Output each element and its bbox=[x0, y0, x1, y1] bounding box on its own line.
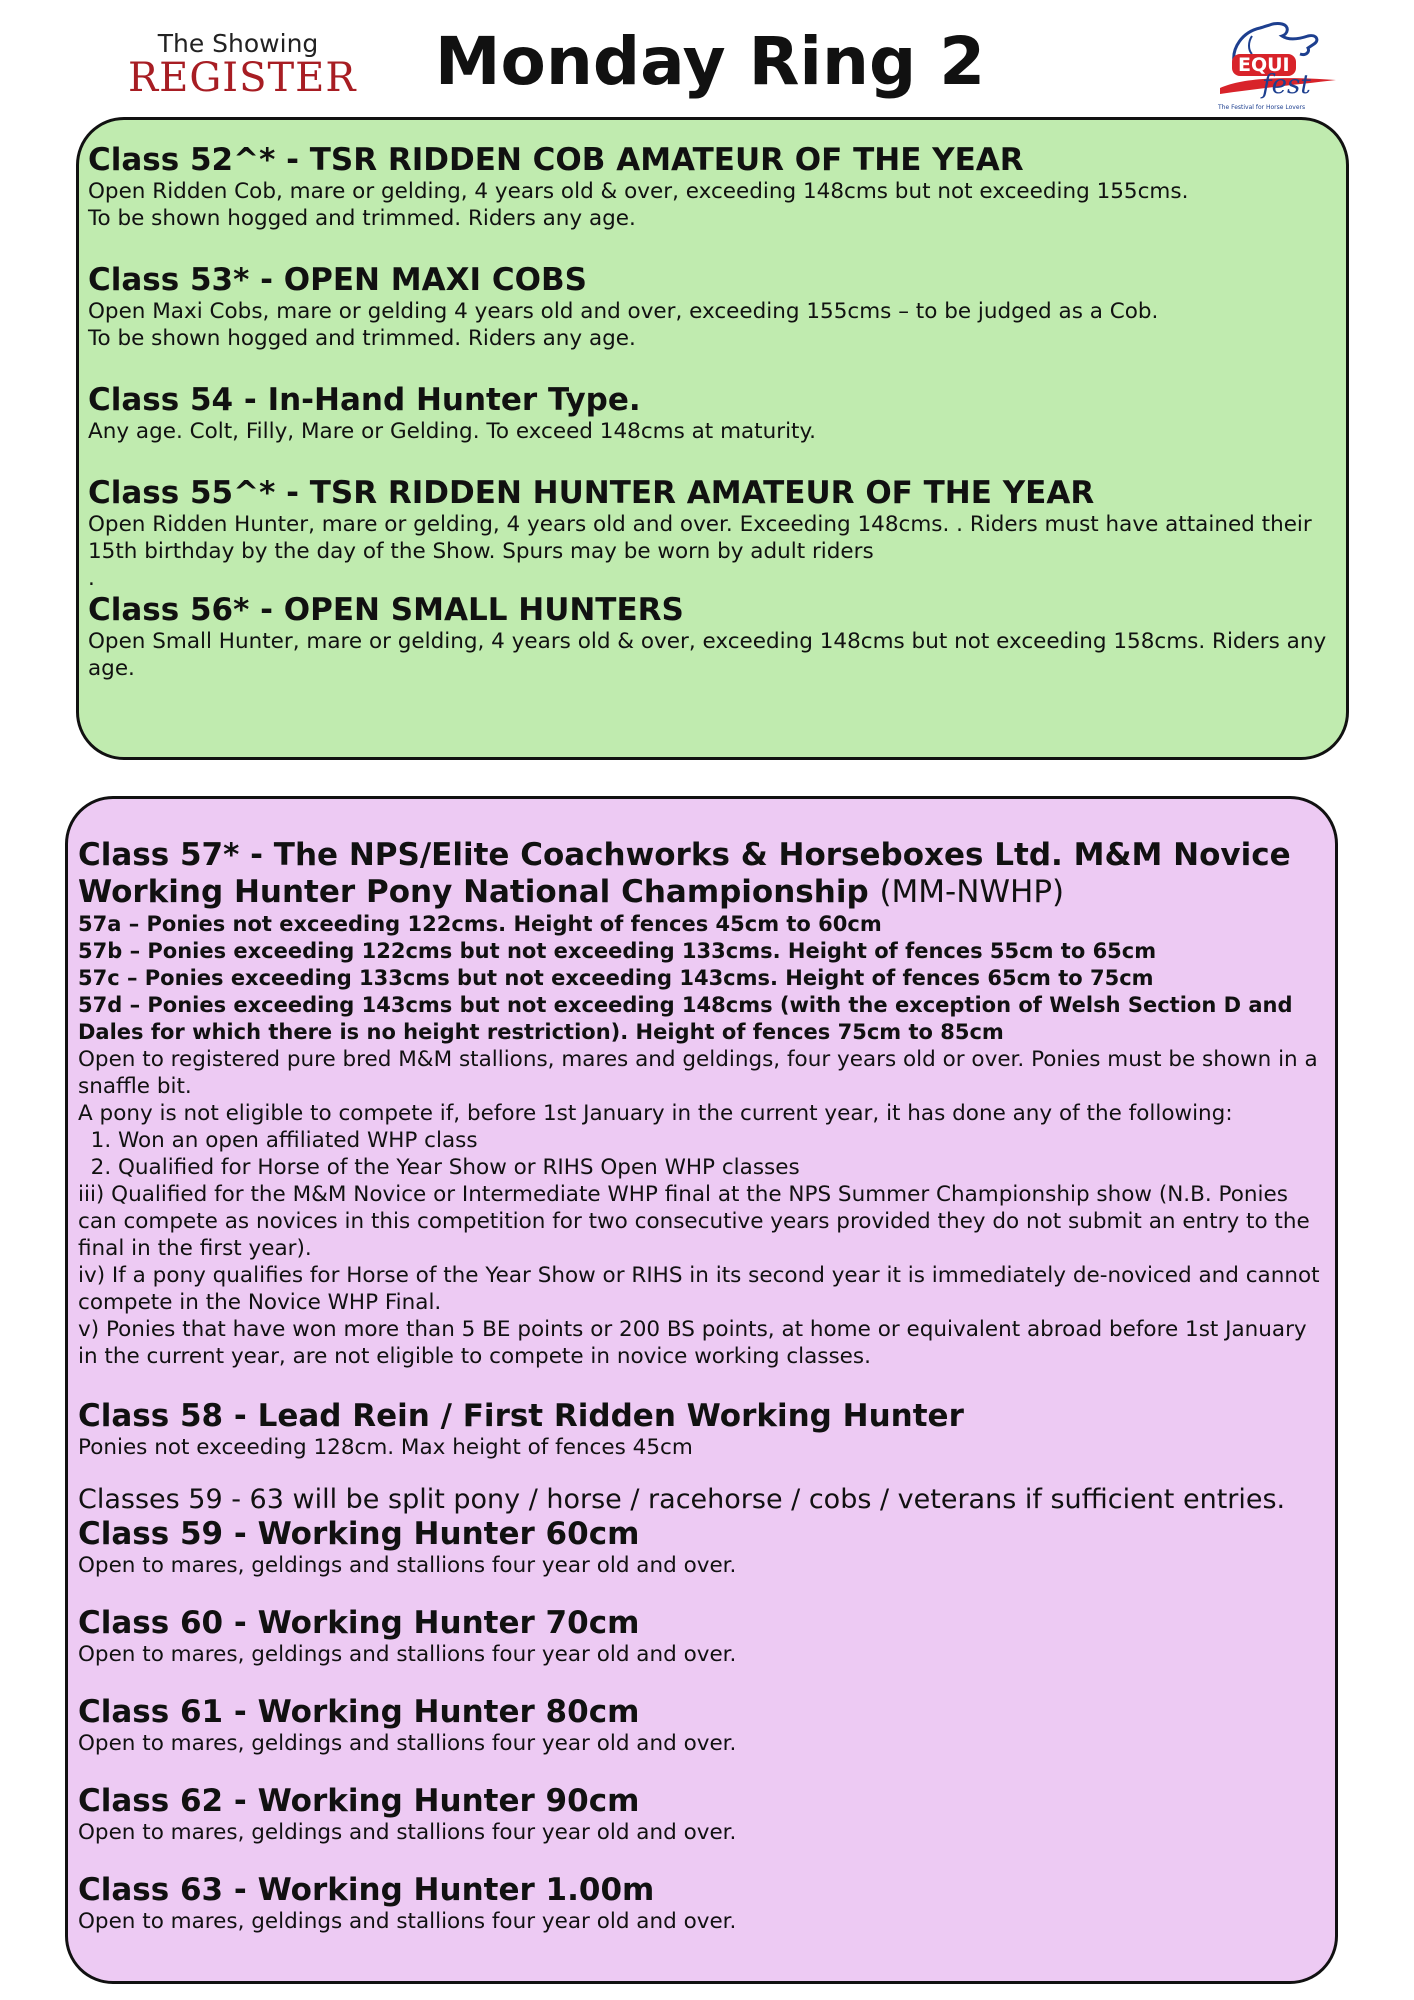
class-title: Class 55^* - TSR RIDDEN HUNTER AMATEUR OF THE YEAR bbox=[88, 475, 1095, 511]
logo-left-top-text: The Showing bbox=[157, 29, 319, 58]
class-description: Ponies not exceeding 128cm. Max height of fences 45cm bbox=[78, 1435, 693, 1460]
class-description: Open Maxi Cobs, mare or gelding 4 years old and over, exceeding 155cms – to be judged as a Cob. bbox=[88, 299, 1159, 324]
list-item: 1. Won an open affiliated WHP class bbox=[118, 1127, 1325, 1154]
class-title: Class 59 - Working Hunter 60cm bbox=[78, 1516, 640, 1552]
class-title: Class 56* - OPEN SMALL HUNTERS bbox=[88, 592, 684, 628]
class-description: To be shown hogged and trimmed. Riders any age. bbox=[88, 206, 636, 231]
class-title: Class 52^* - TSR RIDDEN COB AMATEUR OF THE YEAR bbox=[88, 142, 1024, 178]
class-entry bbox=[88, 475, 1332, 592]
eligibility-list bbox=[78, 1127, 1325, 1181]
class-57-abbr: (MM-NWHP) bbox=[879, 874, 1065, 910]
logo-right-tagline: The Festival for Horse Lovers bbox=[1218, 104, 1306, 111]
class-title: Class 54 - In-Hand Hunter Type. bbox=[88, 382, 641, 418]
class-description: Open to mares, geldings and stallions four year old and over. bbox=[78, 1642, 737, 1667]
class-description: Open Ridden Cob, mare or gelding, 4 years old & over, exceeding 148cms but not exceeding 155cms. bbox=[88, 179, 1189, 204]
class-title: Class 53* - OPEN MAXI COBS bbox=[88, 262, 587, 298]
class-57-eligibility: A pony is not eligible to compete if, before 1st January in the current year, it has done any of the following: bbox=[78, 1101, 1233, 1126]
split-note: Classes 59 - 63 will be split pony / horse / racehorse / cobs / veterans if sufficient entries. bbox=[78, 1484, 1286, 1515]
class-title: Class 63 - Working Hunter 1.00m bbox=[78, 1872, 655, 1908]
class-57-title bbox=[78, 837, 1325, 911]
class-entry bbox=[88, 262, 1332, 352]
class-entry bbox=[88, 382, 1332, 445]
class-57-section: 57c – Ponies exceeding 133cms but not exceeding 143cms. Height of fences 65cm to 75cm bbox=[78, 966, 1154, 990]
class-57-title-text: Class 57* - The NPS/Elite Coachworks & Horseboxes Ltd. M&M Novice Working Hunter Pony National Championship bbox=[78, 837, 1291, 910]
class-description: Open to mares, geldings and stallions four year old and over. bbox=[78, 1553, 737, 1578]
class-description: Open to mares, geldings and stallions four year old and over. bbox=[78, 1909, 737, 1934]
class-description: Open to mares, geldings and stallions four year old and over. bbox=[78, 1820, 737, 1845]
showing-register-logo bbox=[128, 29, 357, 101]
class-57-rule: iii) Qualified for the M&M Novice or Intermediate WHP final at the NPS Summer Championship show (N.B. Ponies can compete as novices in this competition for two consecutive years provided they do not submit an entry to the final in the first year). bbox=[78, 1182, 1310, 1261]
class-title: Class 61 - Working Hunter 80cm bbox=[78, 1694, 640, 1730]
class-title: Class 60 - Working Hunter 70cm bbox=[78, 1605, 640, 1641]
class-57-rule: iv) If a pony qualifies for Horse of the Year Show or RIHS in its second year it is immediately de-noviced and cannot compete in the Novice WHP Final. bbox=[78, 1263, 1320, 1315]
class-description: Open Small Hunter, mare or gelding, 4 years old & over, exceeding 148cms but not exceeding 158cms. Riders any age. bbox=[88, 629, 1327, 681]
class-description: Open Ridden Hunter, mare or gelding, 4 years old and over. Exceeding 148cms. . Riders must have attained their 15th birthday by the day of the Show. Spurs may be worn by adult riders bbox=[88, 512, 1312, 564]
class-57-section: 57b – Ponies exceeding 122cms but not exceeding 133cms. Height of fences 55cm to 65cm bbox=[78, 939, 1157, 963]
purple-class-box bbox=[65, 796, 1338, 1984]
class-description: To be shown hogged and trimmed. Riders any age. bbox=[88, 326, 636, 351]
logo-right-word2: fest bbox=[1262, 70, 1311, 100]
class-57-rule: v) Ponies that have won more than 5 BE points or 200 BS points, at home or equivalent abroad before 1st January in the current year, are not eligible to compete in novice working classes. bbox=[78, 1317, 1307, 1369]
class-description: Any age. Colt, Filly, Mare or Gelding. To exceed 148cms at maturity. bbox=[88, 419, 816, 444]
logo-right-word: EQUI bbox=[1232, 54, 1296, 76]
class-entry bbox=[88, 592, 1332, 682]
class-title: Class 62 - Working Hunter 90cm bbox=[78, 1783, 640, 1819]
equifest-logo bbox=[1212, 18, 1342, 111]
class-57-section: 57a – Ponies not exceeding 122cms. Height of fences 45cm to 60cm bbox=[78, 912, 882, 936]
class-description: Open to mares, geldings and stallions four year old and over. bbox=[78, 1731, 737, 1756]
green-class-box bbox=[76, 117, 1349, 760]
class-entry bbox=[88, 142, 1332, 232]
class-57-intro: Open to registered pure bred M&M stallions, mares and geldings, four years old or over. Ponies must be shown in a snaffle bit. bbox=[78, 1047, 1318, 1099]
page-header bbox=[0, 0, 1414, 110]
class-description: . bbox=[88, 566, 95, 591]
list-item: 2. Qualified for Horse of the Year Show or RIHS Open WHP classes bbox=[118, 1154, 1325, 1181]
class-title: Class 58 - Lead Rein / First Ridden Working Hunter bbox=[78, 1398, 964, 1434]
class-57-section: 57d – Ponies exceeding 143cms but not exceeding 148cms (with the exception of Welsh Section D and Dales for which there is no height restriction). Height of fences 75cm to 85cm bbox=[78, 993, 1293, 1044]
logo-left-bottom-text: REGISTER bbox=[128, 55, 357, 101]
page-title: Monday Ring 2 bbox=[434, 23, 986, 100]
